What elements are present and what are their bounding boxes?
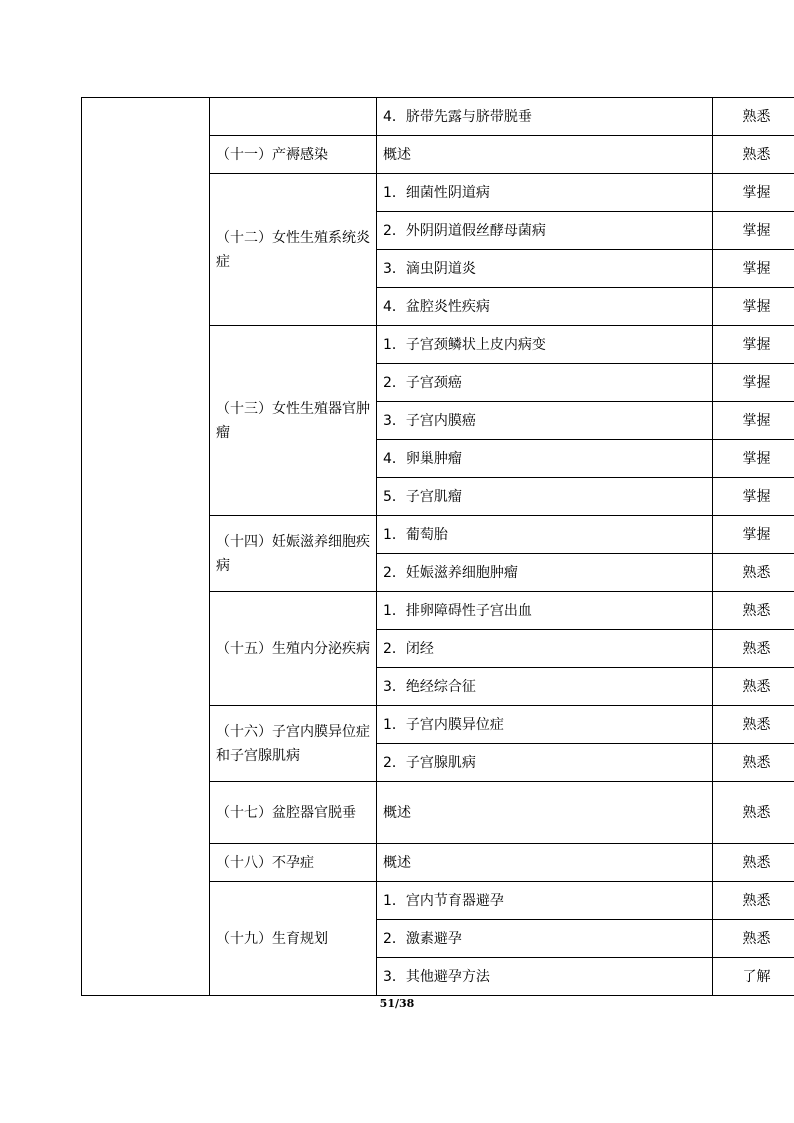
level-cell: 掌握: [713, 478, 794, 516]
content-cell: 3．绝经综合征: [377, 668, 713, 706]
level-cell: 掌握: [713, 288, 794, 326]
content-cell: 2．子宫腺肌病: [377, 744, 713, 782]
content-cell: 3．滴虫阴道炎: [377, 250, 713, 288]
level-cell: 熟悉: [713, 706, 794, 744]
level-cell: 熟悉: [713, 554, 794, 592]
unit-cell: （十九）生育规划: [210, 882, 377, 996]
content-cell: 2．子宫颈癌: [377, 364, 713, 402]
content-cell: 1．细菌性阴道病: [377, 174, 713, 212]
unit-cell: （十二）女性生殖系统炎症: [210, 174, 377, 326]
unit-cell: （十七）盆腔器官脱垂: [210, 782, 377, 844]
content-cell: 2．闭经: [377, 630, 713, 668]
content-cell: 概述: [377, 136, 713, 174]
level-cell: 熟悉: [713, 98, 794, 136]
unit-cell: （十四）妊娠滋养细胞疾病: [210, 516, 377, 592]
level-cell: 熟悉: [713, 668, 794, 706]
level-cell: 掌握: [713, 174, 794, 212]
content-cell: 1．子宫内膜异位症: [377, 706, 713, 744]
level-cell: 熟悉: [713, 882, 794, 920]
content-cell: 概述: [377, 844, 713, 882]
level-cell: 熟悉: [713, 592, 794, 630]
level-cell: 掌握: [713, 364, 794, 402]
level-cell: 熟悉: [713, 844, 794, 882]
level-cell: 熟悉: [713, 630, 794, 668]
level-cell: 熟悉: [713, 136, 794, 174]
unit-cell: （十三）女性生殖器官肿瘤: [210, 326, 377, 516]
level-cell: 熟悉: [713, 782, 794, 844]
content-cell: 4．卵巢肿瘤: [377, 440, 713, 478]
content-cell: 2．妊娠滋养细胞肿瘤: [377, 554, 713, 592]
level-cell: 掌握: [713, 250, 794, 288]
level-cell: 掌握: [713, 402, 794, 440]
content-cell: 1．排卵障碍性子宫出血: [377, 592, 713, 630]
content-cell: 概述: [377, 782, 713, 844]
level-cell: 掌握: [713, 440, 794, 478]
content-cell: 3．子宫内膜癌: [377, 402, 713, 440]
level-cell: 掌握: [713, 212, 794, 250]
content-cell: 1．宫内节育器避孕: [377, 882, 713, 920]
content-cell: 1．葡萄胎: [377, 516, 713, 554]
content-cell: 4．盆腔炎性疾病: [377, 288, 713, 326]
level-cell: 掌握: [713, 326, 794, 364]
content-cell: 2．外阴阴道假丝酵母菌病: [377, 212, 713, 250]
content-cell: 2．激素避孕: [377, 920, 713, 958]
unit-cell: （十五）生殖内分泌疾病: [210, 592, 377, 706]
level-cell: 掌握: [713, 516, 794, 554]
syllabus-table: [81, 97, 794, 996]
level-cell: 熟悉: [713, 744, 794, 782]
level-cell: 熟悉: [713, 920, 794, 958]
content-cell: 5．子宫肌瘤: [377, 478, 713, 516]
level-cell: 了解: [713, 958, 794, 996]
unit-cell: [210, 98, 377, 136]
content-cell: 4．脐带先露与脐带脱垂: [377, 98, 713, 136]
unit-cell: （十六）子宫内膜异位症和子宫腺肌病: [210, 706, 377, 782]
page-number: 51/38: [379, 997, 415, 1010]
content-cell: 3．其他避孕方法: [377, 958, 713, 996]
table-row: [82, 98, 794, 136]
content-cell: 1．子宫颈鳞状上皮内病变: [377, 326, 713, 364]
chapter-cell: [82, 98, 210, 996]
unit-cell: （十一）产褥感染: [210, 136, 377, 174]
unit-cell: （十八）不孕症: [210, 844, 377, 882]
